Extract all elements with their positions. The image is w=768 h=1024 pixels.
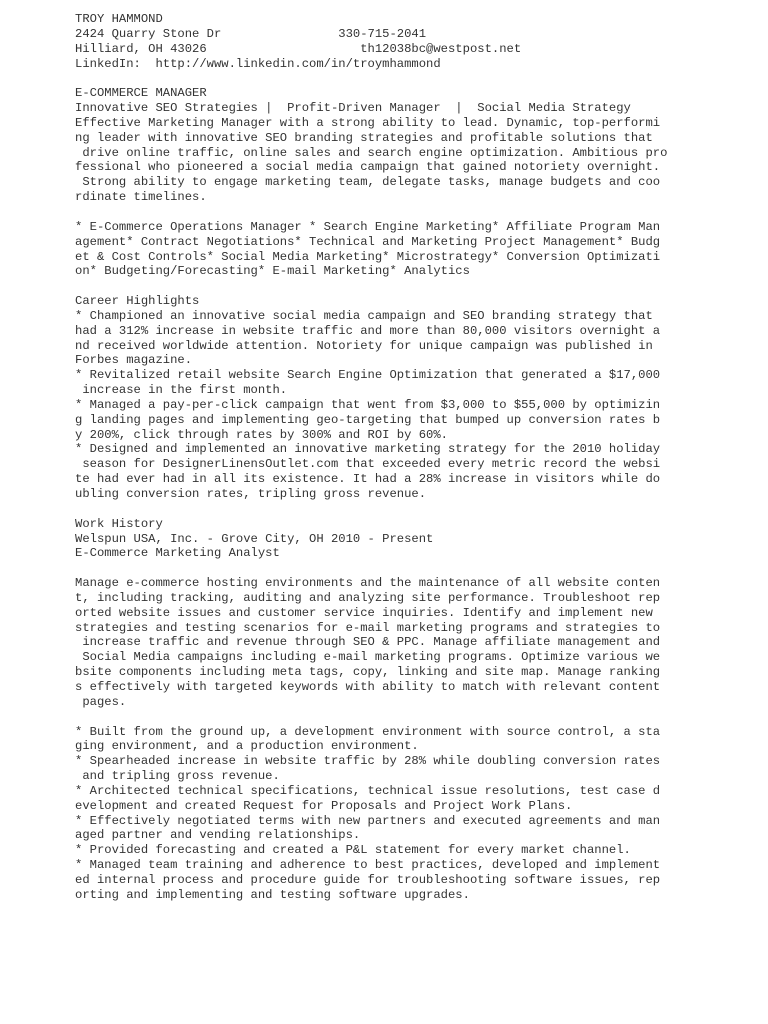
highlight-line: increase in the first month. — [75, 383, 288, 398]
achievement-line: evelopment and created Request for Proposals and Project Work Plans. — [75, 798, 573, 813]
achievement-line: * Provided forecasting and created a P&L statement for every market channel. — [75, 843, 631, 858]
achievement-line: and tripling gross revenue. — [75, 769, 280, 784]
spacer — [75, 561, 765, 576]
highlight-line: * Championed an innovative social media campaign and SEO branding strategy that — [75, 308, 653, 323]
achievements-list — [75, 725, 765, 903]
description-line: s effectively with targeted keywords with ability to match with relevant content — [75, 679, 661, 694]
spacer — [75, 71, 765, 86]
highlight-line: had a 312% increase in website traffic and more than 80,000 visitors overnight a — [75, 323, 661, 338]
description-line: Social Media campaigns including e-mail marketing programs. Optimize various we — [75, 650, 661, 665]
description-line: bsite components including meta tags, copy, linking and site map. Manage ranking — [75, 665, 661, 680]
summary-line: Strong ability to engage marketing team, delegate tasks, manage budgets and coo — [75, 175, 661, 190]
description-line: t, including tracking, auditing and analyzing site performance. Troubleshoot rep — [75, 590, 661, 605]
highlight-line: * Revitalized retail website Search Engine Optimization that generated a $17,000 — [75, 368, 661, 383]
summary-line: ng leader with innovative SEO branding strategies and profitable solutions that — [75, 130, 653, 145]
achievement-line: * Effectively negotiated terms with new partners and executed agreements and man — [75, 813, 661, 828]
address-line-1: 2424 Quarry Stone Dr 330-715-2041 — [75, 26, 427, 41]
spacer — [75, 205, 765, 220]
highlight-line: te had ever had in all its existence. It had a 28% increase in visitors while do — [75, 472, 661, 487]
highlight-line: * Managed a pay-per-click campaign that went from $3,000 to $55,000 by optimizin — [75, 397, 661, 412]
highlight-line: y 200%, click through rates by 300% and ROI by 60%. — [75, 427, 448, 442]
job-target-title: E-COMMERCE MANAGER — [75, 86, 207, 101]
spacer — [75, 279, 765, 294]
candidate-name: TROY HAMMOND — [75, 12, 163, 26]
summary-line: fessional who pioneered a social media campaign that gained notoriety overnight. — [75, 160, 661, 175]
summary-line: rdinate timelines. — [75, 190, 207, 205]
job-description — [75, 576, 765, 710]
career-highlights-heading: Career Highlights — [75, 294, 200, 309]
achievement-line: * Spearheaded increase in website traffic by 28% while doubling conversion rates — [75, 754, 661, 769]
achievement-line: * Managed team training and adherence to best practices, developed and implement — [75, 858, 661, 873]
achievement-line: ging environment, and a production environment. — [75, 739, 419, 754]
skills-line: et & Cost Controls* Social Media Marketing* Microstrategy* Conversion Optimizati — [75, 249, 661, 264]
description-line: Manage e-commerce hosting environments and the maintenance of all website conten — [75, 576, 661, 591]
achievement-line: * Architected technical specifications, technical issue resolutions, test case d — [75, 783, 661, 798]
skills-section — [75, 220, 765, 279]
highlight-line: * Designed and implemented an innovative marketing strategy for the 2010 holiday — [75, 442, 661, 457]
summary-line: Effective Marketing Manager with a strong ability to lead. Dynamic, top-performi — [75, 115, 661, 130]
description-line: strategies and testing scenarios for e-mail marketing programs and strategies to — [75, 620, 661, 635]
highlight-line: nd received worldwide attention. Notoriety for unique campaign was published in — [75, 338, 653, 353]
work-history-heading: Work History — [75, 516, 163, 531]
description-line: pages. — [75, 694, 127, 709]
resume-document — [75, 12, 765, 903]
achievement-line: aged partner and vending relationships. — [75, 828, 361, 843]
highlight-line: season for DesignerLinensOutlet.com that exceeded every metric record the websi — [75, 457, 661, 472]
linkedin-line: LinkedIn: http://www.linkedin.com/in/troymhammond — [75, 56, 441, 71]
job-title: E-Commerce Marketing Analyst — [75, 546, 280, 561]
highlight-line: Forbes magazine. — [75, 353, 193, 368]
skills-line: on* Budgeting/Forecasting* E-mail Marketing* Analytics — [75, 264, 470, 279]
summary-line: drive online traffic, online sales and search engine optimization. Ambitious pro — [75, 145, 668, 160]
career-highlights-list — [75, 309, 765, 502]
employer-line: Welspun USA, Inc. - Grove City, OH 2010 - Present — [75, 531, 434, 546]
spacer — [75, 710, 765, 725]
highlight-line: ubling conversion rates, tripling gross revenue. — [75, 487, 427, 501]
description-line: increase traffic and revenue through SEO & PPC. Manage affiliate management and — [75, 635, 661, 650]
highlight-line: g landing pages and implementing geo-targeting that bumped up conversion rates b — [75, 412, 661, 427]
achievement-line: * Built from the ground up, a development environment with source control, a sta — [75, 724, 661, 739]
skills-line: * E-Commerce Operations Manager * Search Engine Marketing* Affiliate Program Man — [75, 219, 661, 234]
address-line-2: Hilliard, OH 43026 th12038bc@westpost.net — [75, 41, 522, 56]
achievement-line: orting and implementing and testing software upgrades. — [75, 887, 470, 902]
tagline: Innovative SEO Strategies | Profit-Driven Manager | Social Media Strategy — [75, 101, 631, 116]
spacer — [75, 502, 765, 517]
summary-section — [75, 116, 765, 205]
description-line: orted website issues and customer service inquiries. Identify and implement new — [75, 605, 653, 620]
achievement-line: ed internal process and procedure guide for troubleshooting software issues, rep — [75, 872, 661, 887]
skills-line: agement* Contract Negotiations* Technical and Marketing Project Management* Budg — [75, 234, 661, 249]
